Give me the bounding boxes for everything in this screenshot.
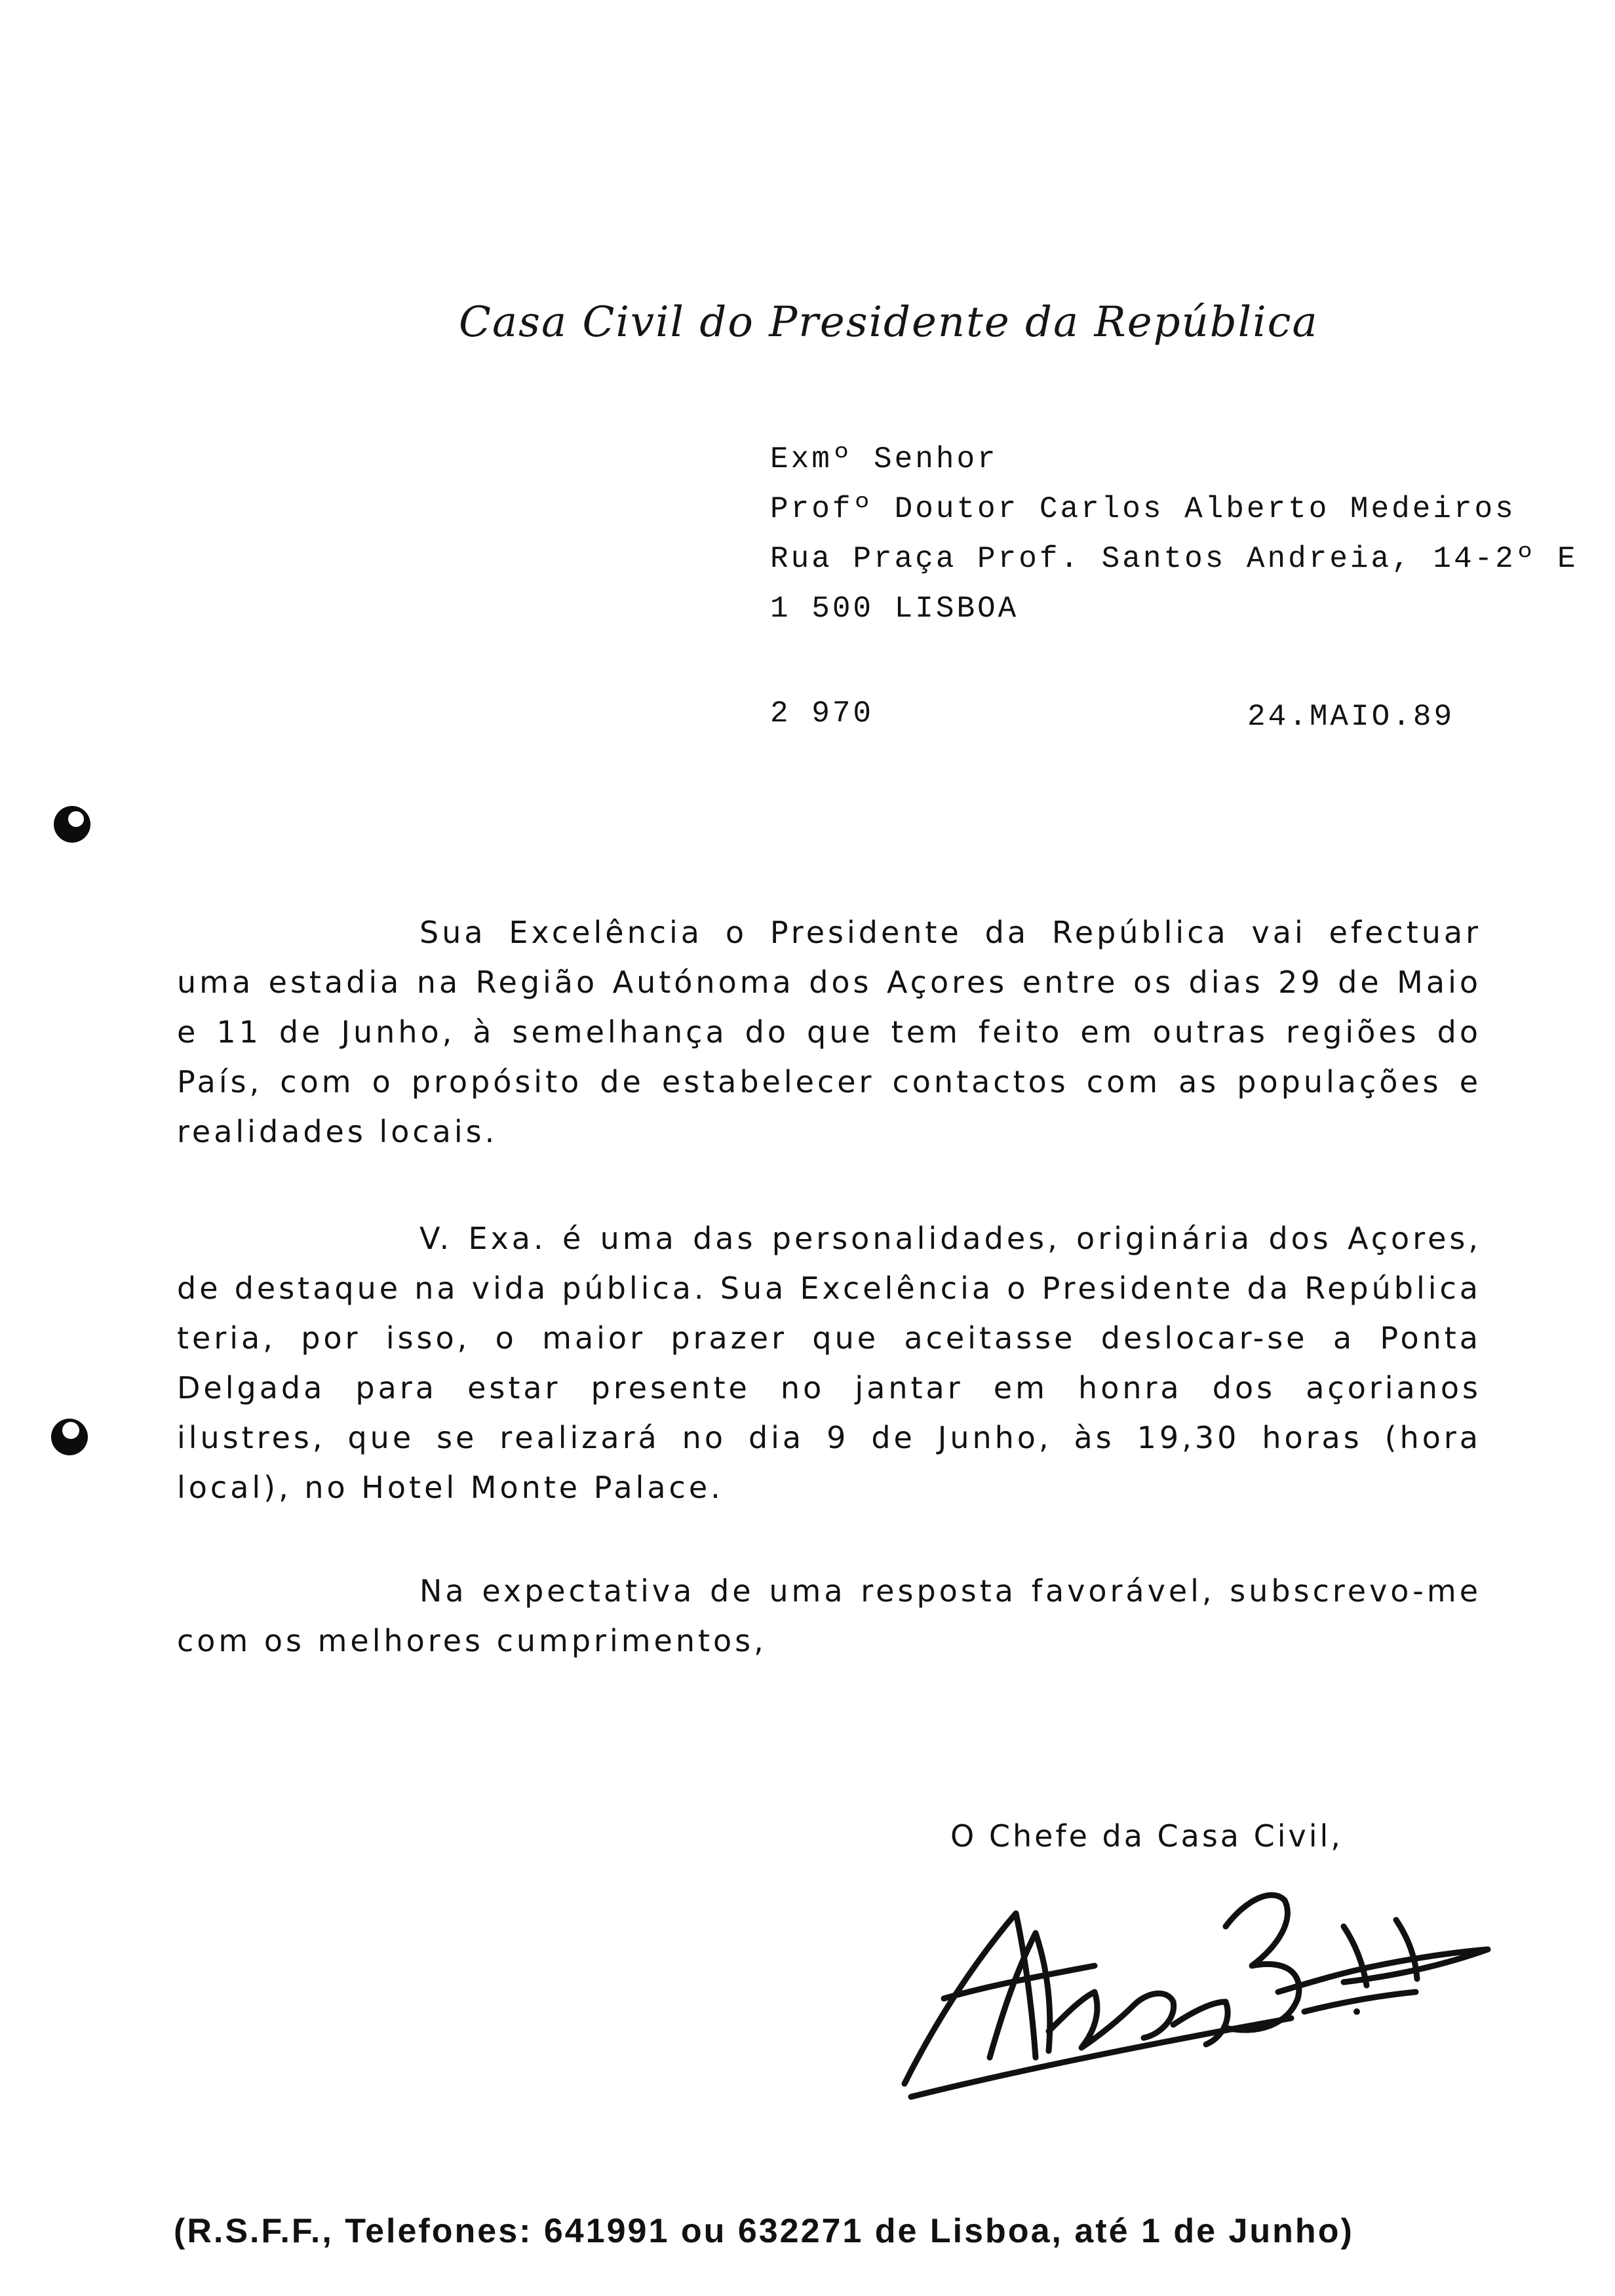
recipient-street: Rua Praça Prof. Santos Andreia, 14-2º E bbox=[770, 542, 1578, 576]
punch-hole-top bbox=[47, 799, 100, 852]
recipient-city: 1 500 LISBOA bbox=[770, 592, 1019, 626]
paragraph-3-text: Na expectativa de uma resposta favorável, subscrevo-me com os melhores cumprimentos, bbox=[177, 1573, 1481, 1658]
paragraph-3 bbox=[177, 1566, 1481, 1666]
paragraph-1 bbox=[177, 908, 1481, 1157]
recipient-address bbox=[770, 442, 1578, 639]
closing-title: O Chefe da Casa Civil, bbox=[950, 1818, 1343, 1854]
letterhead: Casa Civil do Presidente da República bbox=[459, 298, 1319, 347]
handwritten-signature bbox=[885, 1861, 1508, 2110]
punch-hole-bottom bbox=[45, 1412, 97, 1464]
reference-number: 2 970 bbox=[770, 697, 874, 731]
footer-rsvp-note: (R.S.F.F., Telefones: 641991 ou 632271 de Lisboa, até 1 de Junho) bbox=[174, 2212, 1354, 2250]
paragraph-2 bbox=[177, 1214, 1481, 1512]
recipient-salutation: Exmº Senhor bbox=[770, 442, 998, 476]
recipient-name: Profº Doutor Carlos Alberto Medeiros bbox=[770, 492, 1516, 526]
paragraph-1-text: Sua Excelência o Presidente da República vai efectuar uma estadia na Região Autónoma dos Açores entre os dias 29 de Maio e 11 de Junho, à semelhança do que tem feito em outras regiões do País, com o propósito de estabelecer contactos com as populações e realidades locais. bbox=[177, 915, 1481, 1149]
letter-date: 24.MAIO.89 bbox=[1247, 700, 1455, 734]
paragraph-2-text: V. Exa. é uma das personalidades, originária dos Açores, de destaque na vida pública. Sua Excelência o Presidente da República teria, por isso, o maior prazer que aceitasse deslocar-se a Ponta Delgada para estar presente no jantar em honra dos açorianos ilustres, que se realizará no dia 9 de Junho, às 19,30 horas (hora local), no Hotel Monte Palace. bbox=[177, 1221, 1481, 1505]
